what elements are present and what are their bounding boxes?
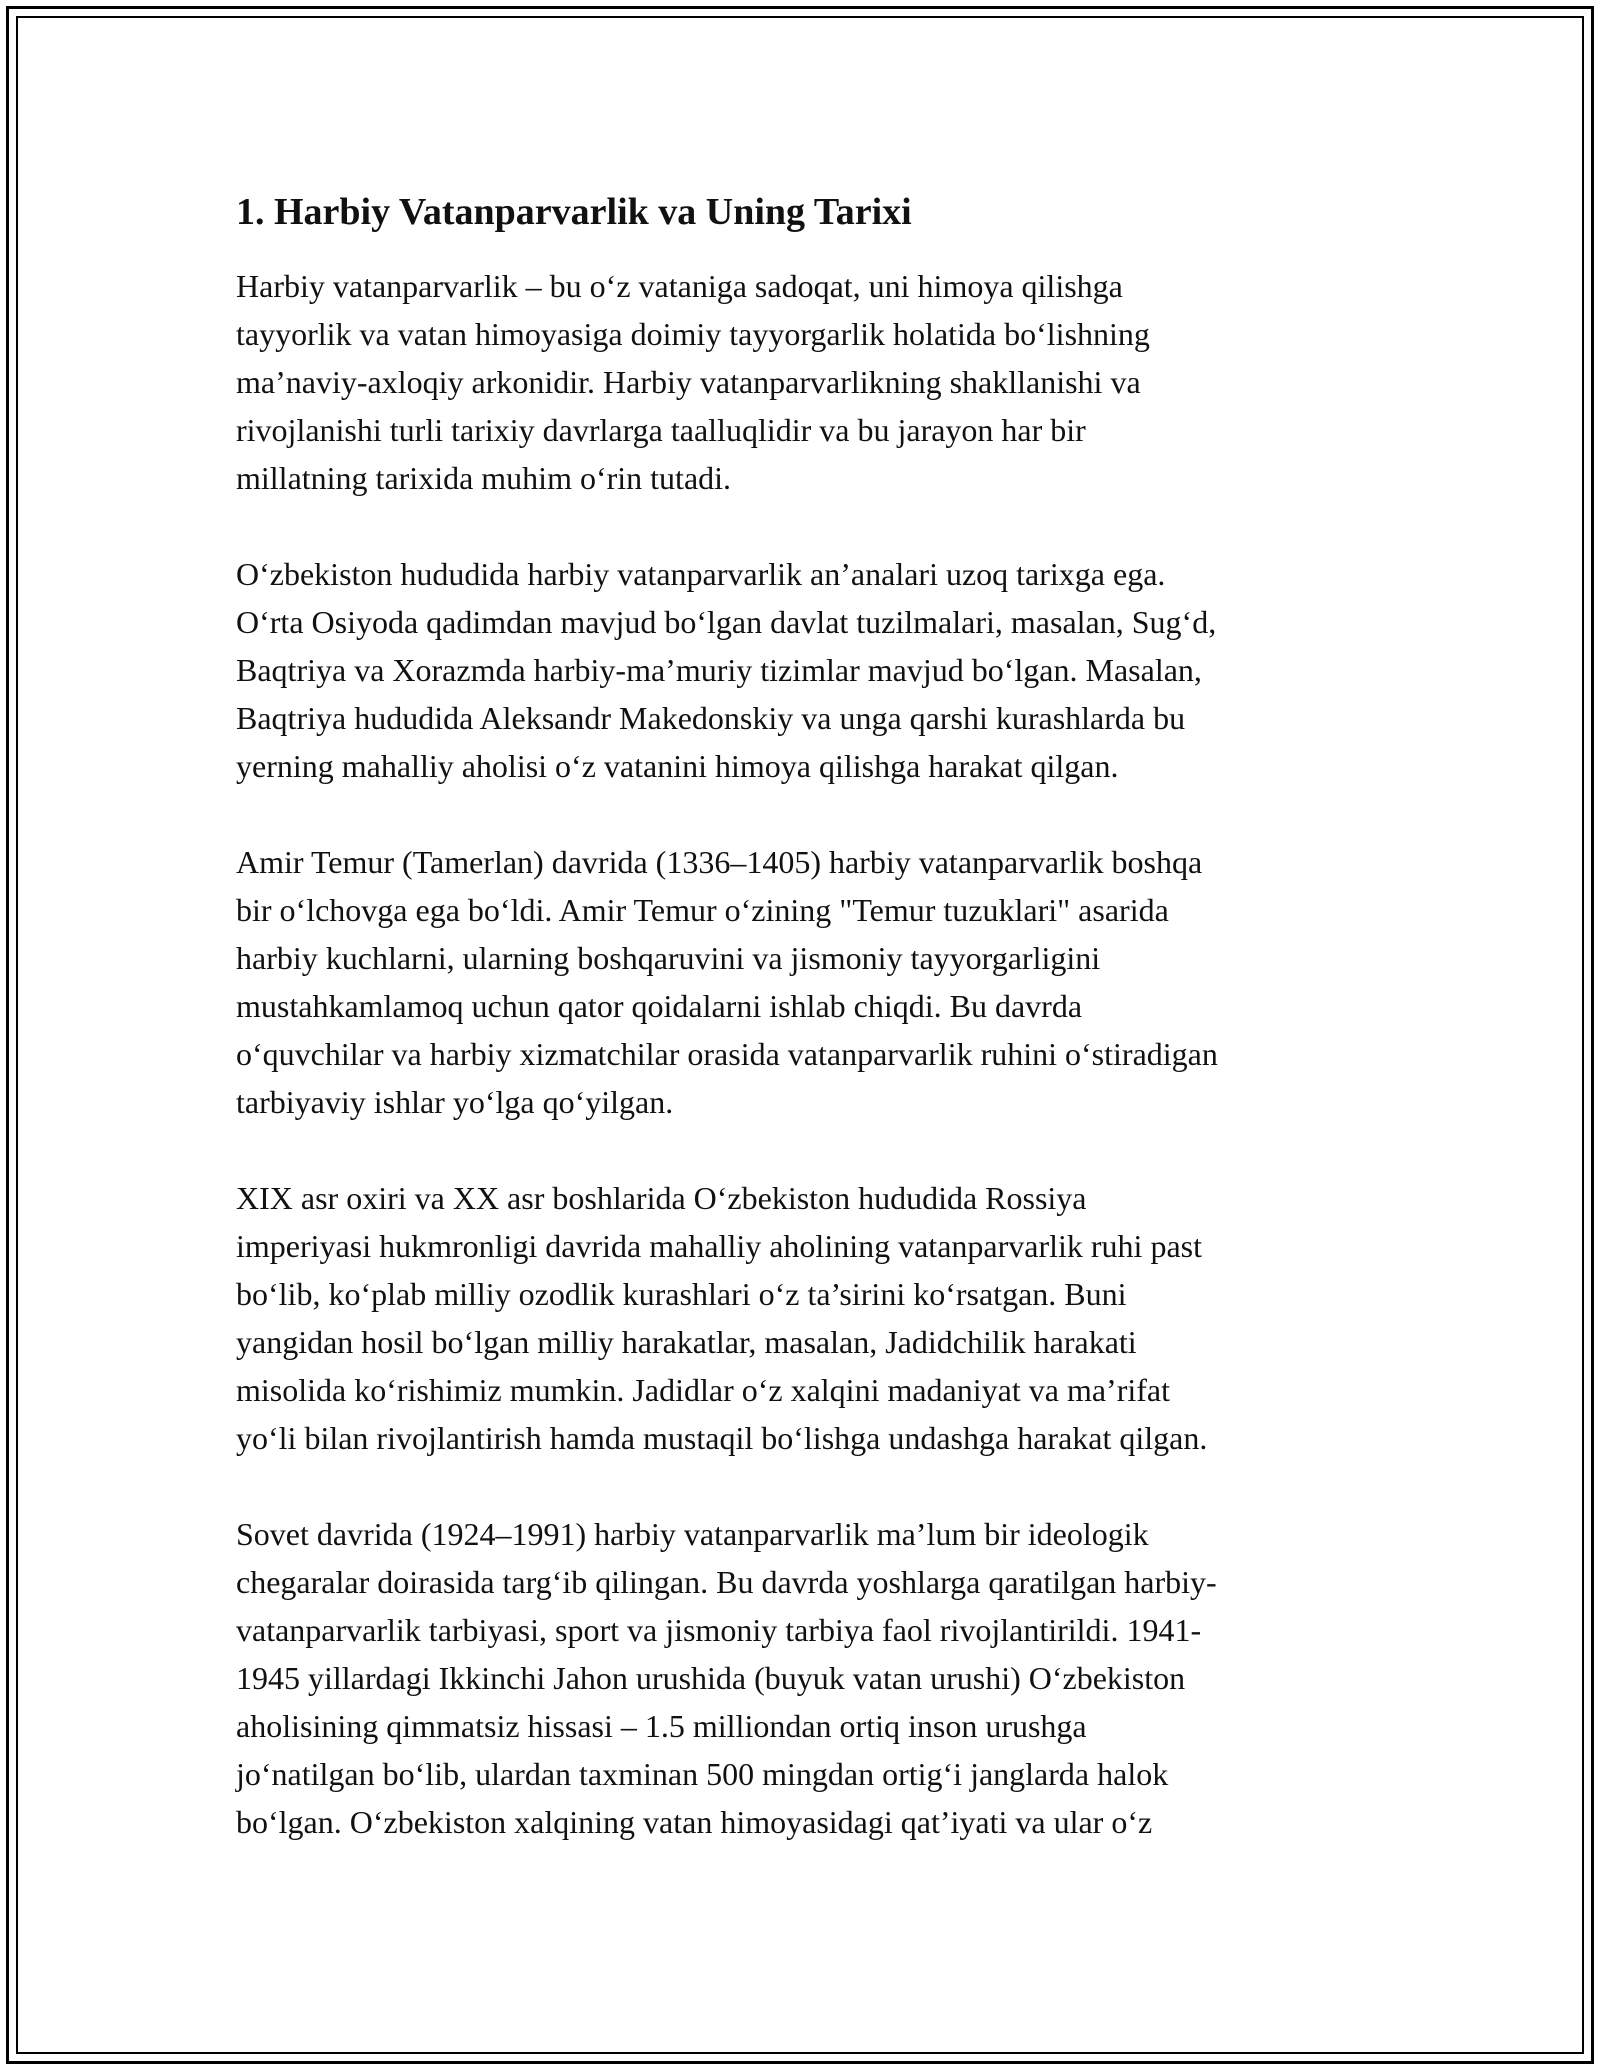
paragraph-russian-empire: XIX asr oxiri va XX asr boshlarida O‘zbekiston hududida Rossiya imperiyasi hukmronligi davrida mahalliy aholining vatanparvarlik ruhi past bo‘lib, ko‘plab milliy ozodlik kurashlari o‘z ta’sirini ko‘rsatgan. Buni yangidan hosil bo‘lgan milliy harakatlar, masalan, Jadidchilik harakati misolida ko‘rishimiz mumkin. Jadidlar o‘z xalqini madaniyat va ma’rifat yo‘li bilan rivojlantirish hamda mustaqil bo‘lishga undashga harakat qilgan. — [236, 1180, 1208, 1456]
document-body — [236, 188, 1371, 1894]
paragraph-intro: Harbiy vatanparvarlik – bu o‘z vataniga sadoqat, uni himoya qilishga tayyorlik va vatan himoyasiga doimiy tayyorgarlik holatida bo‘lishning ma’naviy-axloqiy arkonidir. Harbiy vatanparvarlikning shakllanishi va rivojlanishi turli tarixiy davrlarga taalluqlidir va bu jarayon har bir millatning tarixida muhim o‘rin tutadi. — [236, 268, 1150, 496]
section-title: 1. Harbiy Vatanparvarlik va Uning Tarixi — [236, 191, 912, 233]
paragraph-amir-temur: Amir Temur (Tamerlan) davrida (1336–1405) harbiy vatanparvarlik boshqa bir o‘lchovga ega bo‘ldi. Amir Temur o‘zining "Temur tuzuklari" asarida harbiy kuchlarni, ularning boshqaruvini va jismoniy tayyorgarligini mustahkamlamoq uchun qator qoidalarni ishlab chiqdi. Bu davrda o‘quvchilar va harbiy xizmatchilar orasida vatanparvarlik ruhini o‘stiradigan tarbiyaviy ishlar yo‘lga qo‘yilgan. — [236, 844, 1218, 1120]
paragraph-soviet-era: Sovet davrida (1924–1991) harbiy vatanparvarlik ma’lum bir ideologik chegaralar doirasida targ‘ib qilingan. Bu davrda yoshlarga qaratilgan harbiy- vatanparvarlik tarbiyasi, sport va jismoniy tarbiya faol rivojlantirildi. 1941- 1945 yillardagi Ikkinchi Jahon urushida (buyuk vatan urushi) O‘zbekiston aholisining qimmatsiz hissasi – 1.5 milliondan ortiq inson urushga jo‘natilgan bo‘lib, ulardan taxminan 500 mingdan ortig‘i janglarda halok bo‘lgan. O‘zbekiston xalqining vatan himoyasidagi qat’iyati va ular o‘z — [236, 1516, 1217, 1840]
paragraph-ancient-history: O‘zbekiston hududida harbiy vatanparvarlik an’analari uzoq tarixga ega. O‘rta Osiyoda qadimdan mavjud bo‘lgan davlat tuzilmalari, masalan, Sug‘d, Baqtriya va Xorazmda harbiy-ma’muriy tizimlar mavjud bo‘lgan. Masalan, Baqtriya hududida Aleksandr Makedonskiy va unga qarshi kurashlarda bu yerning mahalliy aholisi o‘z vatanini himoya qilishga harakat qilgan. — [236, 556, 1217, 784]
